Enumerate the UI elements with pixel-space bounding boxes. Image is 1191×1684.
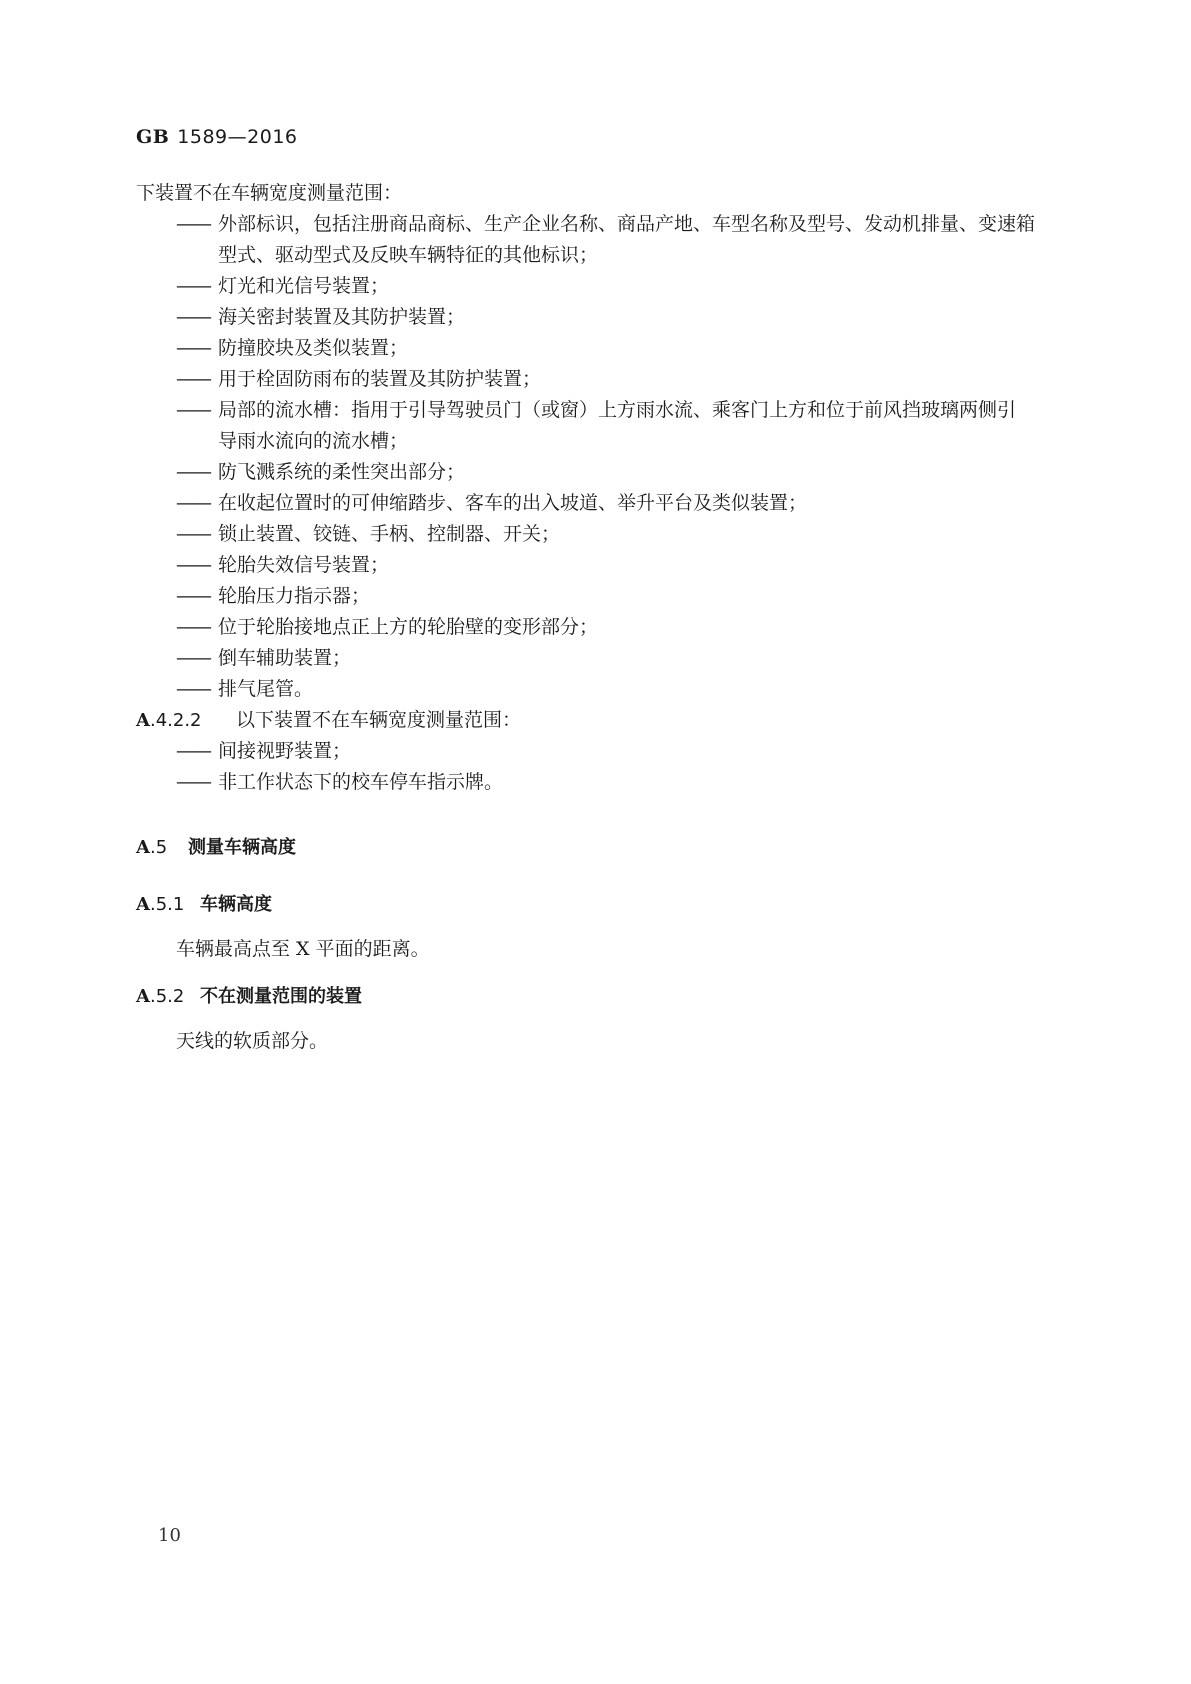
list-item: [136, 302, 1076, 333]
list-item-text: 灯光和光信号装置；: [218, 275, 390, 297]
list-item: [136, 395, 1076, 457]
dash-marker: ——: [176, 337, 210, 359]
list-item-text: 轮胎压力指示器；: [218, 585, 371, 607]
list-item-text: 外部标识，包括注册商品商标、生产企业名称、商品产地、车型名称及型号、发动机排量、变速箱: [218, 213, 1036, 235]
list-item-text: 非工作状态下的校车停车指示牌。: [218, 771, 504, 793]
section-number: A.5: [136, 837, 168, 858]
list-item-text: 海关密封装置及其防护装置；: [218, 306, 466, 328]
dash-marker: ——: [176, 368, 210, 390]
list-item-continuation: 导雨水流向的流水槽；: [218, 430, 409, 452]
dash-marker: ——: [176, 678, 210, 700]
list-item: [136, 736, 1076, 767]
section-title: 不在测量范围的装置: [200, 986, 362, 1007]
dash-marker: ——: [176, 492, 210, 514]
list-item-text: 轮胎失效信号装置；: [218, 554, 390, 576]
list-item-text: 防飞溅系统的柔性突出部分；: [218, 461, 466, 483]
section-heading-a51: [136, 889, 1076, 920]
list-item: [136, 271, 1076, 302]
section-title: 车辆高度: [200, 894, 272, 915]
exclusion-list-2: [136, 736, 1076, 798]
dash-marker: ——: [176, 585, 210, 607]
dash-marker: ——: [176, 554, 210, 576]
list-item-text: 局部的流水槽：指用于引导驾驶员门（或窗）上方雨水流、乘客门上方和位于前风挡玻璃两侧引: [218, 399, 1017, 421]
list-item-text: 在收起位置时的可伸缩踏步、客车的出入坡道、举升平台及类似装置；: [218, 492, 808, 514]
dash-marker: ——: [176, 647, 210, 669]
list-item: [136, 674, 1076, 705]
list-item-text: 位于轮胎接地点正上方的轮胎壁的变形部分；: [218, 616, 599, 638]
list-item: [136, 209, 1076, 271]
list-item: [136, 457, 1076, 488]
list-item-text: 倒车辅助装置；: [218, 647, 352, 669]
clause-number: A.4.2.2: [136, 710, 202, 731]
standard-number: 1589—2016: [177, 126, 298, 148]
dash-marker: ——: [176, 275, 210, 297]
page-number: 10: [158, 1525, 181, 1546]
dash-marker: ——: [176, 213, 210, 235]
list-item: [136, 643, 1076, 674]
section-title: 测量车辆高度: [188, 837, 296, 858]
document-body: [136, 178, 1076, 1057]
dash-marker: ——: [176, 771, 210, 793]
list-item: [136, 581, 1076, 612]
list-item-text: 用于栓固防雨布的装置及其防护装置；: [218, 368, 542, 390]
dash-marker: ——: [176, 523, 210, 545]
intro-line: 下装置不在车辆宽度测量范围：: [136, 182, 403, 204]
section-body: 车辆最高点至 X 平面的距离。: [176, 938, 430, 960]
list-item-continuation: 型式、驱动型式及反映车辆特征的其他标识；: [218, 244, 599, 266]
list-item: [136, 333, 1076, 364]
section-body: 天线的软质部分。: [176, 1030, 329, 1052]
list-item: [136, 612, 1076, 643]
list-item-text: 排气尾管。: [218, 678, 314, 700]
list-item-text: 间接视野装置；: [218, 740, 352, 762]
dash-marker: ——: [176, 306, 210, 328]
clause-text: 以下装置不在车辆宽度测量范围：: [236, 709, 522, 731]
list-item: [136, 550, 1076, 581]
clause-a422: [136, 705, 1076, 736]
list-item: [136, 488, 1076, 519]
dash-marker: ——: [176, 399, 210, 421]
list-item: [136, 767, 1076, 798]
dash-marker: ——: [176, 461, 210, 483]
list-item: [136, 519, 1076, 550]
section-number: A.5.2: [136, 986, 185, 1007]
list-item-text: 防撞胶块及类似装置；: [218, 337, 409, 359]
standard-header: [136, 126, 298, 148]
standard-prefix: GB: [136, 126, 170, 148]
dash-marker: ——: [176, 616, 210, 638]
exclusion-list-1: [136, 209, 1076, 705]
dash-marker: ——: [176, 740, 210, 762]
section-heading-a5: [136, 832, 1076, 863]
section-number: A.5.1: [136, 894, 185, 915]
list-item-text: 锁止装置、铰链、手柄、控制器、开关；: [218, 523, 561, 545]
list-item: [136, 364, 1076, 395]
section-heading-a52: [136, 981, 1076, 1012]
